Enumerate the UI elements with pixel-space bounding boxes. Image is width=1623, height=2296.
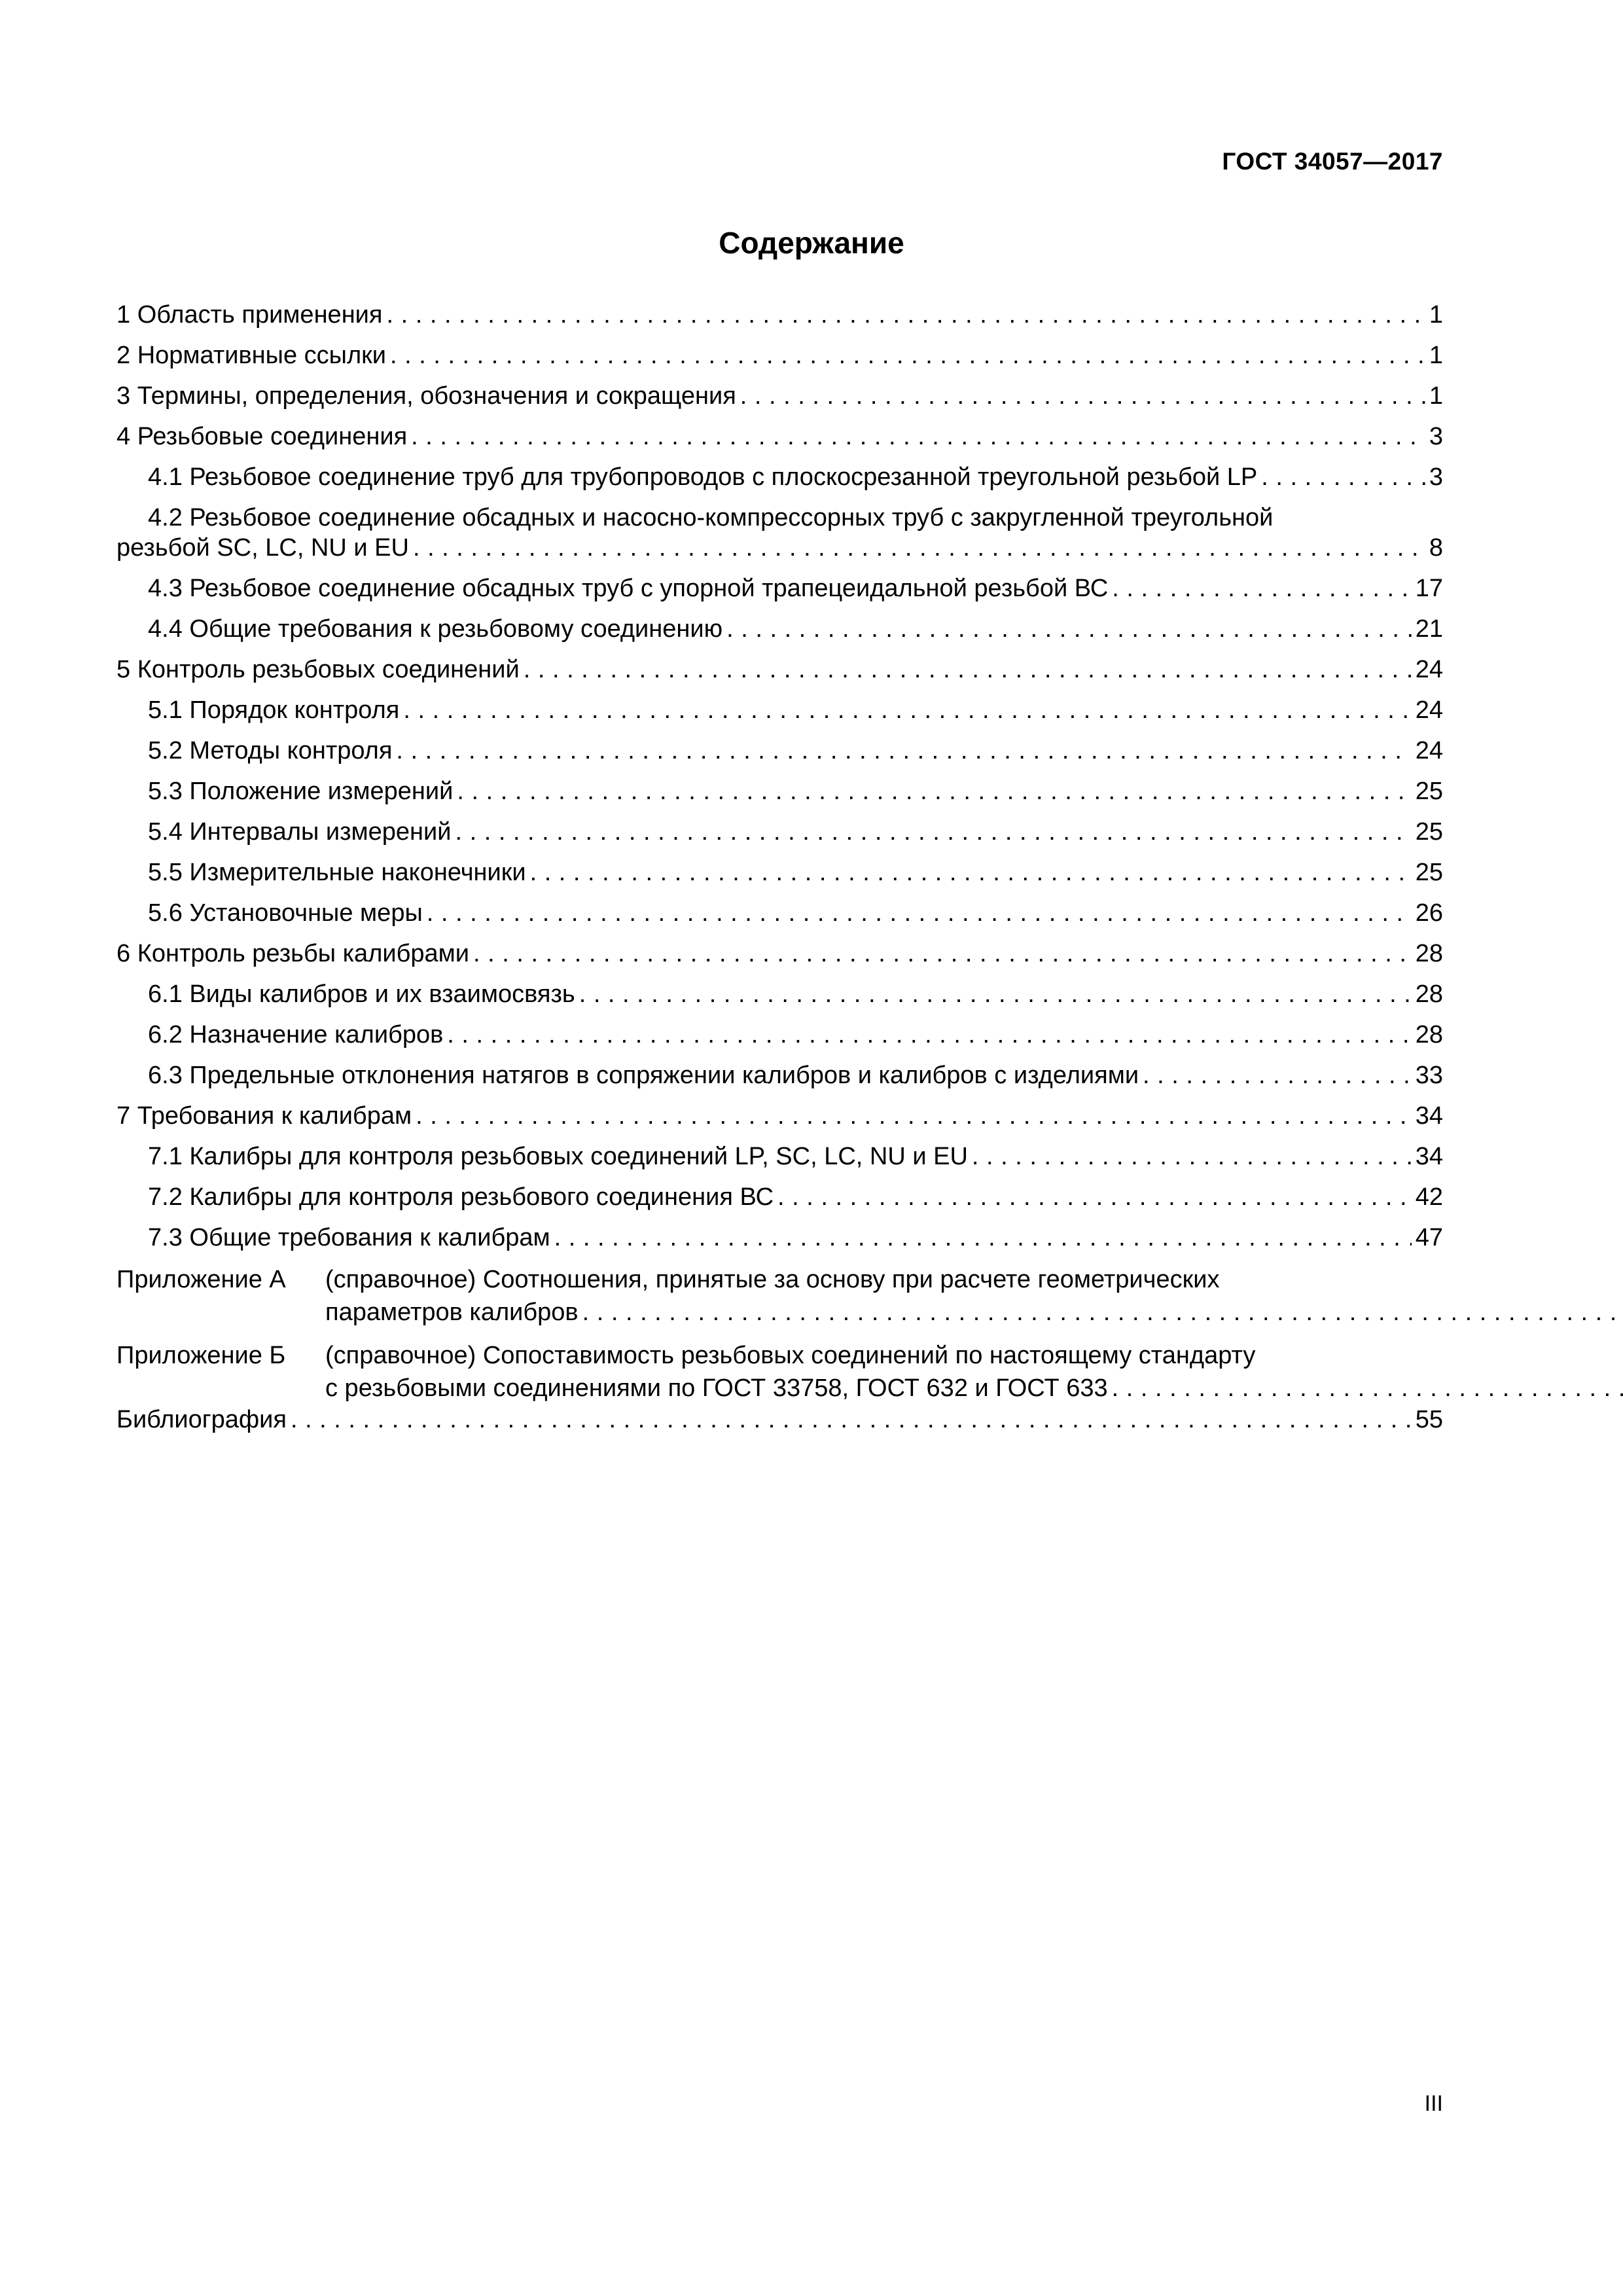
toc-entry-6-1[interactable] [116,979,1443,1009]
toc-page-number: 24 [1415,656,1443,683]
leader-dots [726,614,1412,644]
toc-page-number: 25 [1415,778,1443,805]
toc-page-number: 8 [1429,534,1443,562]
toc-page-number: 25 [1415,818,1443,846]
toc-page-number: 1 [1429,382,1443,410]
leader-dots [579,979,1412,1009]
toc-entry-6-2[interactable] [116,1020,1443,1050]
toc-entry-text: 3 Термины, определения, обозначения и сокращения [116,382,736,410]
leader-dots [777,1182,1412,1212]
leader-dots [582,1296,1623,1329]
leader-dots [1112,573,1411,603]
toc-entry-text: 6.2 Назначение калибров [148,1021,444,1049]
leader-dots [291,1405,1412,1435]
toc-entry-text: с резьбовыми соединениями по ГОСТ 33758, ГОСТ 632 и ГОСТ 633 [325,1374,1108,1402]
leader-dots [554,1223,1412,1253]
toc-entry-3[interactable] [116,381,1443,411]
leader-dots [413,533,1425,563]
toc-page-number: 42 [1415,1183,1443,1211]
toc-entry-text: 7.2 Калибры для контроля резьбового соединения ВС [148,1183,774,1211]
leader-dots [473,939,1412,969]
toc-entry-text: резьбой SC, LC, NU и EU [116,534,409,562]
toc-page-number: 24 [1415,696,1443,724]
toc-entry-text-line1: 4.2 Резьбовое соединение обсадных и насосно-компрессорных труб с закругленной треугольной [148,504,1274,531]
toc-entry-text: 4.1 Резьбовое соединение труб для трубопроводов с плоскосрезанной треугольной резьбой LP [148,463,1258,491]
leader-dots [447,1020,1411,1050]
leader-dots [390,340,1425,370]
leader-dots [530,857,1412,888]
toc-entry-5-2[interactable] [116,736,1443,766]
toc-entry-1[interactable] [116,300,1443,330]
toc-page-number: 1 [1429,301,1443,329]
toc-entry-text: 5.6 Установочные меры [148,899,423,927]
toc-page-number: 1 [1429,342,1443,369]
toc-entry-4-3[interactable] [116,573,1443,603]
toc-page-number: 17 [1415,575,1443,602]
footer-page-number: III [1424,2091,1443,2116]
document-code: ГОСТ 34057—2017 [1222,148,1443,175]
toc-page-number: 28 [1415,980,1443,1008]
toc-appendix-a[interactable] [116,1263,1443,1329]
toc-entry-text: 6 Контроль резьбы калибрами [116,940,469,967]
toc-entry-text: 4.3 Резьбовое соединение обсадных труб с упорной трапецеидальной резьбой ВС [148,575,1109,602]
toc-page-number: 3 [1429,423,1443,450]
toc-entry-5-4[interactable] [116,817,1443,847]
leader-dots [403,695,1411,725]
toc-entry-5-1[interactable] [116,695,1443,725]
appendix-title-line1: (справочное) Соотношения, принятые за основу при расчете геометрических [325,1266,1220,1293]
toc-entry-5[interactable] [116,655,1443,685]
toc-entry-text: Библиография [116,1406,287,1433]
toc-entry-text: 5.1 Порядок контроля [148,696,400,724]
leader-dots [524,655,1412,685]
toc-entry-text: 5.5 Измерительные наконечники [148,859,526,886]
toc-page-number: 28 [1415,1021,1443,1049]
appendix-title-line1: (справочное) Сопоставимость резьбовых соединений по настоящему стандарту [325,1342,1256,1369]
toc-entry-4[interactable] [116,422,1443,452]
toc-page-number: 25 [1415,859,1443,886]
toc-page-number: 33 [1415,1062,1443,1089]
leader-dots [455,817,1411,847]
toc-appendix-b[interactable] [116,1339,1443,1405]
toc-entry-text: 5 Контроль резьбовых соединений [116,656,520,683]
leader-dots [740,381,1425,411]
toc-entry-text: 6.1 Виды калибров и их взаимосвязь [148,980,575,1008]
toc-page-number: 47 [1415,1224,1443,1251]
leader-dots [1143,1060,1412,1090]
appendix-title-line2 [325,1296,1623,1329]
toc-entry-text: 5.2 Методы контроля [148,737,393,764]
toc-entry-text: 1 Область применения [116,301,383,329]
toc-entry-7-2[interactable] [116,1182,1443,1212]
leader-dots [396,736,1411,766]
toc-entry-text: 6.3 Предельные отклонения натягов в сопряжении калибров и калибров с изделиями [148,1062,1139,1089]
toc-entry-7[interactable] [116,1101,1443,1131]
toc-entry-7-1[interactable] [116,1141,1443,1172]
toc-entry-text: параметров калибров [325,1299,579,1326]
table-of-contents [116,300,1443,1435]
leader-dots [427,898,1412,928]
appendix-label: Приложение А [116,1266,286,1293]
toc-entry-text: 4 Резьбовые соединения [116,423,408,450]
toc-page-number: 3 [1429,463,1443,491]
toc-entry-text: 7.1 Калибры для контроля резьбовых соединений LP, SC, LC, NU и EU [148,1143,968,1170]
toc-page-number: 34 [1415,1143,1443,1170]
toc-entry-2[interactable] [116,340,1443,370]
toc-entry-text: 2 Нормативные ссылки [116,342,386,369]
toc-entry-4-2[interactable] [116,503,1443,563]
toc-entry-5-3[interactable] [116,776,1443,806]
toc-entry-text: 5.3 Положение измерений [148,778,454,805]
leader-dots [386,300,1425,330]
toc-entry-text: 5.4 Интервалы измерений [148,818,452,846]
toc-page-number: 28 [1415,940,1443,967]
toc-entry-line2 [116,533,1443,563]
toc-page-number: 55 [1415,1406,1443,1433]
toc-entry-text: 7 Требования к калибрам [116,1102,412,1130]
toc-page-number: 26 [1415,899,1443,927]
toc-entry-text: 4.4 Общие требования к резьбовому соединению [148,615,723,643]
leader-dots [457,776,1411,806]
toc-entry-5-6[interactable] [116,898,1443,928]
toc-entry-4-1[interactable] [116,462,1443,492]
appendix-label: Приложение Б [116,1342,286,1369]
toc-entry-7-3[interactable] [116,1223,1443,1253]
toc-entry-text: 7.3 Общие требования к калибрам [148,1224,550,1251]
leader-dots [411,422,1425,452]
toc-entry-bibliography[interactable] [116,1405,1443,1435]
leader-dots [1261,462,1425,492]
page-title: Содержание [719,226,904,260]
toc-entry-4-4[interactable] [116,614,1443,644]
toc-entry-6[interactable] [116,939,1443,969]
leader-dots [972,1141,1412,1172]
appendix-title-line2 [325,1372,1623,1405]
toc-entry-6-3[interactable] [116,1060,1443,1090]
toc-page-number: 24 [1415,737,1443,764]
toc-page-number: 21 [1415,615,1443,643]
leader-dots [416,1101,1412,1131]
toc-entry-5-5[interactable] [116,857,1443,888]
toc-page-number: 34 [1415,1102,1443,1130]
leader-dots [1112,1372,1623,1405]
